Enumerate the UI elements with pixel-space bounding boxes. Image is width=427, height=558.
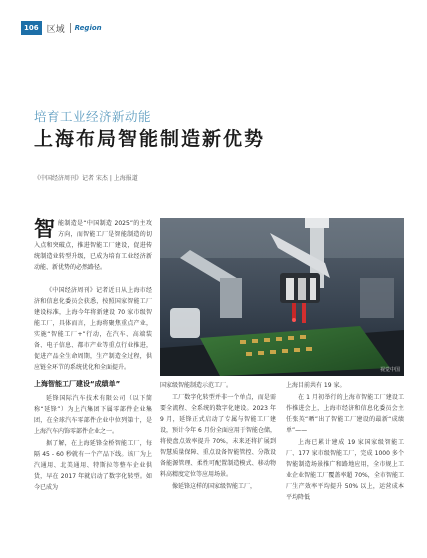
page-header xyxy=(21,20,102,36)
col1-paragraph: 《中国经济周刊》记者近日从上海市经济和信息化委员会获悉，按照国家智能工厂建设标准，上海今年将新建设 70 家市级智能工厂，具体而言，上海将聚焦重点产业，实施“智能工厂+”行动，在汽车、高端装备、电子信息、都市产业等重点行业推进，促进产品全生命周期，生产制造全过程，供应链全环节的系统优化和全面提升。 xyxy=(34,287,152,371)
col3-paragraph: 上海已累计建成 19 家国家级智能工厂、177 家市级智能工厂，完成 1000 多个智能制造场景推广和路地应用，全市规上工业企业智能工厂覆盖率超 70%，全市智能工厂生产效率平均提升 50% 以上，运营成本平均降低 xyxy=(286,439,404,501)
column-2 xyxy=(160,380,276,493)
col2-paragraph: 工厂数字化转型并非一个单点，而是需要全流程、全系统的数字化建设。2023 年 9 月，延锋正式启动了专属与智能工厂建设，预计今年 6 月份全面应用于智能仓储，将使盘点效率提升 70%，未来还将扩展到智慧质量保障、重点设备智能管控、分散设备能源管理、柔性可配置制造模式、移动物料高精度定位等应用场景。 xyxy=(160,394,276,478)
page-number: 106 xyxy=(21,21,42,35)
col3-paragraph: 上海目前共有 19 家。 xyxy=(286,382,346,389)
intro-text: 能制造是“中国制造 2025”的主攻方向，而智能工厂是智能制造的切入点和突破点，推进智能工厂建设，促进传统制造业转型升级，已成为培育工业经济新动能、新优势的必然路径。 xyxy=(34,220,152,271)
article-title: 上海布局智能制造新优势 xyxy=(34,128,266,150)
article-subtitle: 培育工业经济新动能 xyxy=(34,109,152,124)
col3-paragraph: 在 1 月初举行的上海市智能工厂建设工作推进会上，上海市经济和信息化委员会主任张英“晒”出了智能工厂建设的最新“成绩单”—— xyxy=(286,394,404,434)
col1-paragraph: 据了解，在上海延锋金桥智能工厂，每隔 45 - 60 秒就有一个产品下线。该厂为上汽通用、北美通用、特斯拉等整车企业供货，早在 2017 年就启动了数字化转型。如今已成为 xyxy=(34,440,152,491)
photo-credit: 视觉中国 xyxy=(379,367,400,373)
drop-cap: 智 xyxy=(34,216,55,241)
col2-paragraph: 像延锋这样的国家级智能工厂， xyxy=(172,483,257,490)
robot-arm-illustration xyxy=(160,218,404,376)
section-subhead: 上海智能工厂建设“成绩单” xyxy=(34,380,121,388)
intro-paragraph xyxy=(34,218,152,273)
col2-paragraph: 国家级智能制造示范工厂。 xyxy=(160,382,233,389)
column-1 xyxy=(34,285,152,494)
section-label: 区域 xyxy=(46,24,65,35)
factory-robot-photo xyxy=(160,218,404,376)
byline: 《中国经济周刊》记者 宋杰 | 上海报道 xyxy=(34,175,138,182)
header-divider xyxy=(70,23,71,33)
col1-paragraph: 延锋国际汽车技术有限公司（以下简称“延锋”）为上汽集团下属零部件企业集团，在全球汽车零部件企业中位列第十，是上海汽车内饰零部件企业之一。 xyxy=(34,395,152,435)
column-3 xyxy=(286,380,404,504)
region-label: Region xyxy=(74,24,102,32)
